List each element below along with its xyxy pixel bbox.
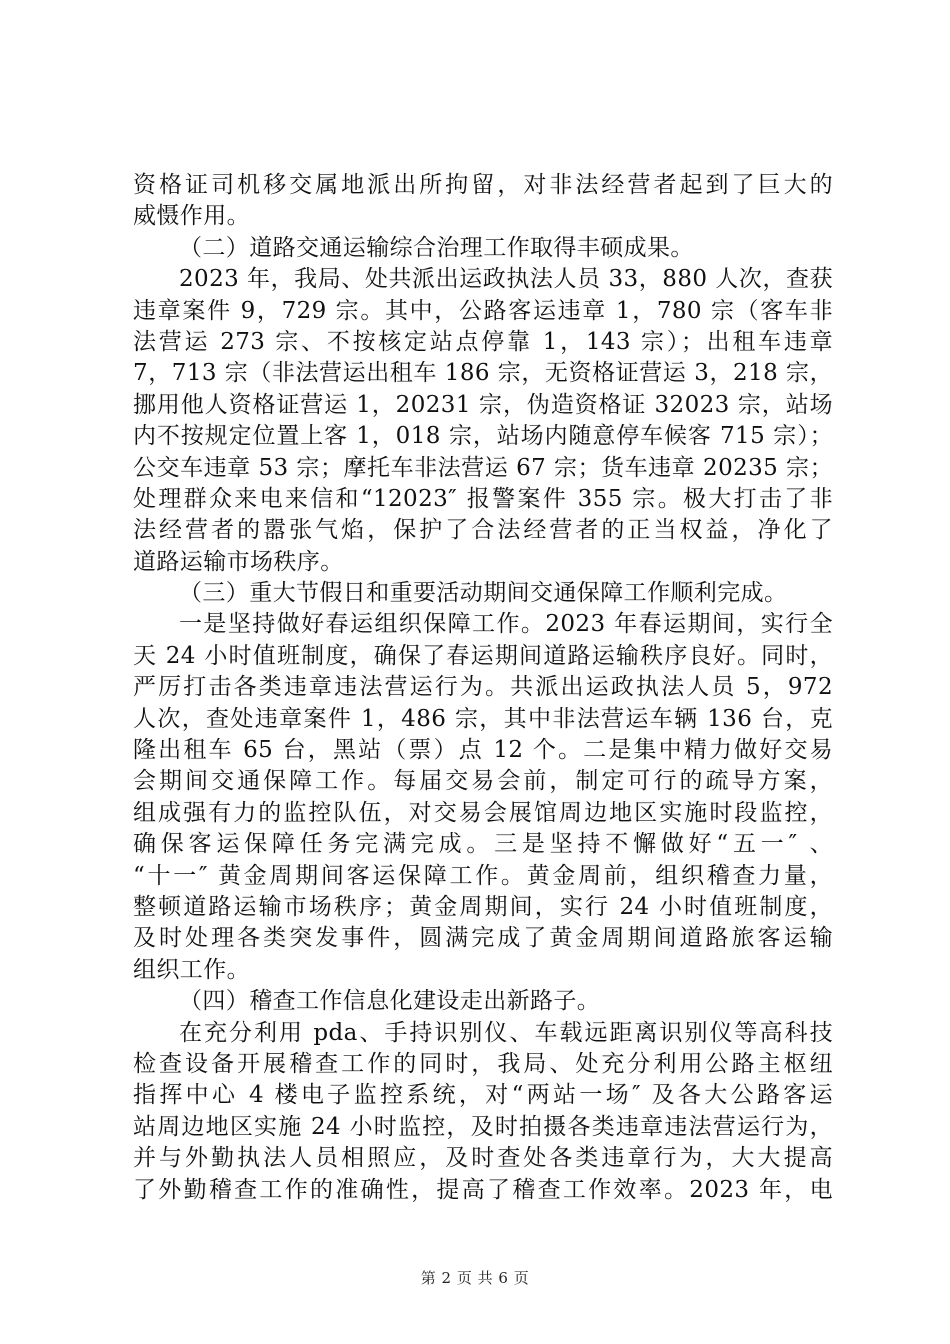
text-line: 7，713 宗（非法营运出租车 186 宗，无资格证营运 3，218 宗， <box>133 360 833 387</box>
text-line: 并与外勤执法人员相照应，及时查处各类违章行为，大大提高 <box>133 1145 833 1172</box>
text-line: 资格证司机移交属地派出所拘留，对非法经营者起到了巨大的 <box>133 172 833 198</box>
text-line: “十一″ 黄金周期间客运保障工作。黄金周前，组织稽查力量， <box>133 862 833 889</box>
text-line: 及时处理各类突发事件，圆满完成了黄金周期间道路旅客运输 <box>133 925 833 952</box>
text-line: 处理群众来电来信和“12023″ 报警案件 355 宗。极大打击了非 <box>133 485 833 512</box>
text-line: 2023 年，我局、处共派出运政执法人员 33，880 人次，查获 <box>179 266 833 293</box>
page-number-footer: 第 2 页 共 6 页 <box>420 1269 530 1287</box>
text-line: 法经营者的嚣张气焰，保护了合法经营者的正当权益，净化了 <box>133 517 833 544</box>
text-line: 整顿道路运输市场秩序；黄金周期间，实行 24 小时值班制度， <box>133 893 833 920</box>
text-line: 了外勤稽查工作的准确性，提高了稽查工作效率。2023 年，电 <box>133 1176 833 1203</box>
text-line: 天 24 小时值班制度，确保了春运期间道路运输秩序良好。同时， <box>133 642 833 669</box>
text-line: 公交车违章 53 宗；摩托车非法营运 67 宗；货车违章 20235 宗； <box>133 454 833 481</box>
text-line: 站周边地区实施 24 小时监控，及时拍摄各类违章违法营运行为， <box>133 1113 833 1140</box>
text-line: 威慑作用。 <box>133 203 250 230</box>
text-line: 在充分利用 pda、手持识别仪、车载远距离识别仪等高科技 <box>179 1019 833 1046</box>
body-text <box>133 170 833 1206</box>
text-line: 内不按规定位置上客 1，018 宗，站场内随意停车候客 715 宗）； <box>133 423 833 450</box>
text-line: 会期间交通保障工作。每届交易会前，制定可行的疏导方案， <box>133 768 833 795</box>
section-heading: （二）道路交通运输综合治理工作取得丰硕成果。 <box>179 234 694 261</box>
text-line: 检查设备开展稽查工作的同时，我局、处充分利用公路主枢纽 <box>133 1050 833 1077</box>
text-line: 法营运 273 宗、不按核定站点停靠 1，143 宗）；出租车违章 <box>133 328 833 355</box>
text-line: 确保客运保障任务完满完成。三是坚持不懈做好“五一″ 、 <box>133 831 833 858</box>
text-line: 违章案件 9，729 宗。其中，公路客运违章 1，780 宗（客车非 <box>133 297 833 324</box>
text-line: 一是坚持做好春运组织保障工作。2023 年春运期间，实行全 <box>179 611 833 638</box>
text-line: 人次，查处违章案件 1，486 宗，其中非法营运车辆 136 台，克 <box>133 705 833 732</box>
text-line: 严厉打击各类违章违法营运行为。共派出运政执法人员 5，972 <box>133 674 833 701</box>
text-line: 挪用他人资格证营运 1，20231 宗，伪造资格证 32023 宗，站场 <box>133 391 833 418</box>
section-heading: （三）重大节假日和重要活动期间交通保障工作顺利完成。 <box>179 580 788 607</box>
text-line: 组织工作。 <box>133 956 250 983</box>
text-line: 组成强有力的监控队伍，对交易会展馆周边地区实施时段监控， <box>133 799 833 826</box>
text-line: 道路运输市场秩序。 <box>133 548 344 575</box>
text-line: 隆出租车 65 台，黑站（票）点 12 个。二是集中精力做好交易 <box>133 737 833 764</box>
section-heading: （四）稽查工作信息化建设走出新路子。 <box>179 988 601 1015</box>
text-line: 指挥中心 4 楼电子监控系统，对“两站一场″ 及各大公路客运 <box>133 1082 833 1109</box>
